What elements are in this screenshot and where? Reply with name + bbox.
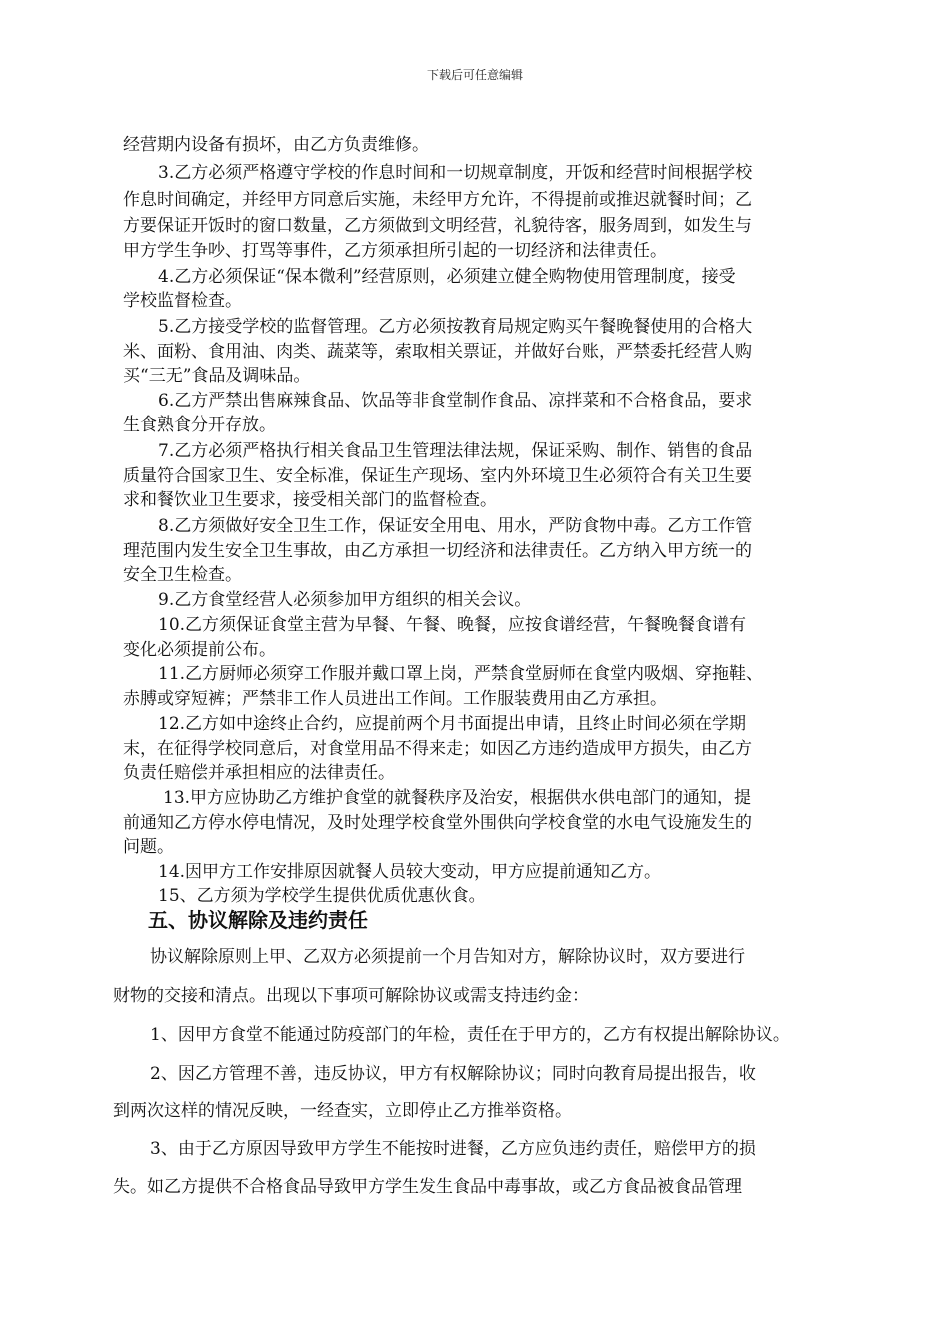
paragraph-line: 财物的交接和清点。出现以下事项可解除协议或需支持违约金： <box>113 986 589 1006</box>
section-heading: 五、协议解除及违约责任 <box>148 908 368 932</box>
page-header: 下载后可任意编辑 <box>426 68 523 82</box>
paragraph-line: 负责任赔偿并承担相应的法律责任。 <box>123 763 395 783</box>
paragraph-line: 变化必须提前公布。 <box>123 640 276 660</box>
paragraph-line: 1、因甲方食堂不能通过防疫部门的年检，责任在于甲方的，乙方有权提出解除协议。 <box>150 1025 790 1045</box>
paragraph-line: 学校监督检查。 <box>123 291 242 311</box>
paragraph-line: 赤膊或穿短裤；严禁非工作人员进出工作间。工作服装费用由乙方承担。 <box>123 689 667 709</box>
paragraph-line: 前通知乙方停水停电情况，及时处理学校食堂外围供向学校食堂的水电气设施发生的 <box>123 813 752 833</box>
paragraph-line: 5.乙方接受学校的监督管理。乙方必须按教育局规定购买午餐晚餐使用的合格大 <box>158 317 753 337</box>
paragraph-line: 问题。 <box>123 837 174 857</box>
paragraph-line: 14.因甲方工作安排原因就餐人员较大变动，甲方应提前通知乙方。 <box>158 862 662 882</box>
paragraph-line: 理范围内发生安全卫生事故，由乙方承担一切经济和法律责任。乙方纳入甲方统一的 <box>123 541 752 561</box>
paragraph-line: 末，在征得学校同意后，对食堂用品不得来走；如因乙方违约造成甲方损失，由乙方 <box>123 739 752 759</box>
paragraph-line: 10.乙方须保证食堂主营为早餐、午餐、晚餐，应按食谱经营，午餐晚餐食谱有 <box>158 615 747 635</box>
paragraph-line: 3.乙方必须严格遵守学校的作息时间和一切规章制度，开饭和经营时间根据学校 <box>158 163 753 183</box>
paragraph-line: 米、面粉、食用油、肉类、蔬菜等，索取相关票证，并做好台账，严禁委托经营人购 <box>123 342 752 362</box>
paragraph-line: 安全卫生检查。 <box>123 565 242 585</box>
paragraph-line: 11.乙方厨师必须穿工作服并戴口罩上岗，严禁食堂厨师在食堂内吸烟、穿拖鞋、 <box>158 664 764 684</box>
paragraph-line: 生食熟食分开存放。 <box>123 415 276 435</box>
paragraph-line: 方要保证开饭时的窗口数量，乙方须做到文明经营，礼貌待客，服务周到，如发生与 <box>123 216 752 236</box>
paragraph-line: 求和餐饮业卫生要求，接受相关部门的监督检查。 <box>123 490 497 510</box>
paragraph-line: 买“三无”食品及调味品。 <box>123 366 311 386</box>
paragraph-line: 失。如乙方提供不合格食品导致甲方学生发生食品中毒事故，或乙方食品被食品管理 <box>113 1177 742 1197</box>
paragraph-line: 协议解除原则上甲、乙双方必须提前一个月告知对方，解除协议时，双方要进行 <box>150 947 745 967</box>
paragraph-line: 甲方学生争吵、打骂等事件，乙方须承担所引起的一切经济和法律责任。 <box>123 241 667 261</box>
paragraph-line: 2、因乙方管理不善，违反协议，甲方有权解除协议；同时向教育局提出报告，收 <box>150 1064 756 1084</box>
paragraph-line: 7.乙方必须严格执行相关食品卫生管理法律法规，保证采购、制作、销售的食品 <box>158 441 753 461</box>
paragraph-line: 12.乙方如中途终止合约，应提前两个月书面提出申请，且终止时间必须在学期 <box>158 714 747 734</box>
paragraph-line: 经营期内设备有损坏，由乙方负责维修。 <box>123 135 429 155</box>
paragraph-line: 13.甲方应协助乙方维护食堂的就餐秩序及治安，根据供水供电部门的通知，提 <box>163 788 752 808</box>
paragraph-line: 9.乙方食堂经营人必须参加甲方组织的相关会议。 <box>158 590 532 610</box>
paragraph-line: 8.乙方须做好安全卫生工作，保证安全用电、用水，严防食物中毒。乙方工作管 <box>158 516 753 536</box>
paragraph-line: 到两次这样的情况反映，一经查实，立即停止乙方推举资格。 <box>113 1101 572 1121</box>
paragraph-line: 4.乙方必须保证“保本微利”经营原则，必须建立健全购物使用管理制度，接受 <box>158 267 736 287</box>
paragraph-line: 作息时间确定，并经甲方同意后实施，未经甲方允许，不得提前或推迟就餐时间；乙 <box>123 190 752 210</box>
paragraph-line: 质量符合国家卫生、安全标准，保证生产现场、室内外环境卫生必须符合有关卫生要 <box>123 466 752 486</box>
paragraph-line: 6.乙方严禁出售麻辣食品、饮品等非食堂制作食品、凉拌菜和不合格食品，要求 <box>158 391 753 411</box>
paragraph-line: 3、由于乙方原因导致甲方学生不能按时进餐，乙方应负违约责任，赔偿甲方的损 <box>150 1139 756 1159</box>
paragraph-line: 15、乙方须为学校学生提供优质优惠伙食。 <box>158 886 486 906</box>
